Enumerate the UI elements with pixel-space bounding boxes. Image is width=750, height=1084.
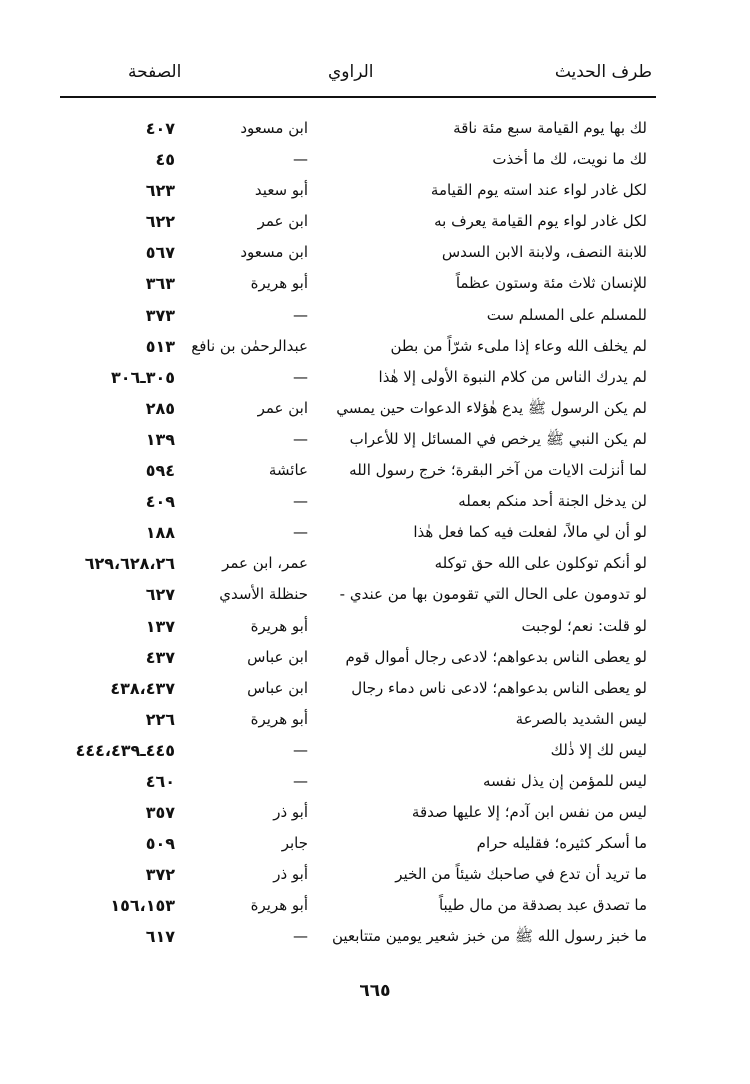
narrator-name: — bbox=[293, 305, 308, 324]
narrator-name: ابن مسعود bbox=[240, 119, 308, 137]
table-row bbox=[0, 175, 750, 206]
hadith-text: لم يخلف الله وعاء إذا ملىء شرّاً من بطن bbox=[390, 336, 647, 355]
page-refs: ٣٦٣ bbox=[145, 274, 175, 294]
hadith-text: لما أنزلت الايات من آخر البقرة؛ خرج رسول الله bbox=[349, 461, 647, 480]
page-refs: ٤٠٩ bbox=[145, 492, 175, 512]
narrator-name: — bbox=[293, 740, 308, 759]
page-refs: ٤٦٠ bbox=[145, 771, 175, 791]
page-refs: ١٣٧ bbox=[145, 616, 175, 636]
narrator-name: أبو ذر bbox=[273, 803, 308, 822]
hadith-text: ما خبز رسول الله ﷺ من خبز شعير يومين متتابعين bbox=[332, 927, 647, 946]
table-row bbox=[0, 113, 750, 144]
narrator-name: أبو هريرة bbox=[250, 274, 308, 293]
table-row bbox=[0, 362, 750, 393]
narrator-name: عبدالرحمٰن بن نافع bbox=[191, 336, 308, 355]
table-row bbox=[0, 673, 750, 704]
table-row bbox=[0, 642, 750, 673]
hadith-text: لو قلت: نعم؛ لوجبت bbox=[521, 616, 647, 635]
narrator-name: عائشة bbox=[268, 461, 308, 480]
page-refs: ٣٥٧ bbox=[145, 803, 175, 823]
table-row bbox=[0, 859, 750, 890]
table-row bbox=[0, 735, 750, 766]
table-row bbox=[0, 766, 750, 797]
page-refs: ٤٠٧ bbox=[145, 119, 175, 138]
page-refs: ٤٥ bbox=[155, 150, 175, 170]
narrator-name: أبو سعيد bbox=[254, 181, 308, 200]
table-row bbox=[0, 331, 750, 362]
hadith-text: ليس الشديد بالصرعة bbox=[515, 709, 647, 728]
header-rule bbox=[60, 96, 656, 98]
table-row bbox=[0, 144, 750, 175]
narrator-name: ابن عباس bbox=[247, 647, 308, 666]
narrator-name: ابن عمر bbox=[257, 398, 308, 417]
page-refs: ٦٢٧ bbox=[145, 585, 175, 605]
narrator-name: — bbox=[293, 771, 308, 790]
hadith-text: للإنسان ثلاث مئة وستون عظماً bbox=[455, 274, 647, 293]
hadith-text: للمسلم على المسلم ست bbox=[486, 305, 647, 324]
page-refs: ٦١٧ bbox=[145, 927, 175, 947]
table-header bbox=[60, 62, 656, 86]
page-refs: ١٥٦،١٥٣ bbox=[110, 896, 175, 916]
page-refs: ٦٢٩،٦٢٨،٢٦ bbox=[84, 554, 175, 574]
narrator-name: — bbox=[293, 367, 308, 386]
hadith-text: ليس لك إلا ذٰلك bbox=[550, 740, 647, 759]
page-refs: ٥١٣ bbox=[145, 336, 175, 356]
page-number: ٦٦٥ bbox=[359, 981, 391, 1001]
page-refs: ٣٧٢ bbox=[145, 865, 175, 885]
narrator-name: أبو هريرة bbox=[250, 709, 308, 728]
narrator-name: أبو هريرة bbox=[250, 896, 308, 915]
narrator-name: — bbox=[293, 150, 308, 169]
hadith-text: لم يدرك الناس من كلام النبوة الأولى إلا هٰذا bbox=[378, 367, 647, 386]
page-refs: ٦٢٣ bbox=[145, 181, 175, 201]
table-row bbox=[0, 704, 750, 735]
narrator-name: ابن عباس bbox=[247, 678, 308, 697]
page-refs: ٣٧٣ bbox=[145, 305, 175, 325]
narrator-name: أبو ذر bbox=[273, 865, 308, 884]
table-row bbox=[0, 611, 750, 642]
hadith-text: لو أنكم توكلون على الله حق توكله bbox=[434, 554, 647, 573]
hadith-text: للابنة النصف، ولابنة الابن السدس bbox=[441, 243, 647, 262]
page-refs: ٢٨٥ bbox=[145, 398, 175, 418]
page-refs: ٥٦٧ bbox=[145, 243, 175, 263]
table-row bbox=[0, 206, 750, 237]
table-row bbox=[0, 486, 750, 517]
table-row bbox=[0, 517, 750, 548]
hadith-text: لو يعطى الناس بدعواهم؛ لادعى رجال أموال قوم bbox=[345, 647, 647, 666]
table-row bbox=[0, 300, 750, 331]
table-row bbox=[0, 921, 750, 952]
page-refs: ٣٠٥ـ٣٠٦ bbox=[110, 367, 175, 387]
table-row bbox=[0, 424, 750, 455]
narrator-name: ابن عمر bbox=[257, 212, 308, 231]
hadith-text: لكل غادر لواء عند استه يوم القيامة bbox=[430, 181, 647, 200]
page-refs: ٥٩٤ bbox=[145, 461, 175, 481]
hadith-text: لو تدومون على الحال التي تقومون بها من عندي - bbox=[339, 585, 647, 604]
hadith-text: لكل غادر لواء يوم القيامة يعرف به bbox=[434, 212, 647, 231]
table-row bbox=[0, 455, 750, 486]
hadith-text: لك ما نويت، لك ما أخذت bbox=[492, 150, 647, 169]
page-refs: ١٨٨ bbox=[145, 523, 175, 543]
page-refs: ٢٢٦ bbox=[145, 709, 175, 729]
hadith-text: لم يكن الرسول ﷺ يدع هٰؤلاء الدعوات حين يمسي bbox=[336, 398, 647, 417]
hadith-text: ما تريد أن تدع في صاحبك شيئاً من الخير bbox=[395, 865, 647, 884]
table-row bbox=[0, 797, 750, 828]
hadith-text: ليس من نفس ابن آدم؛ إلا عليها صدقة bbox=[411, 803, 647, 822]
index-rows bbox=[0, 113, 750, 953]
narrator-name: جابر bbox=[281, 834, 308, 853]
page-refs: ٦٢٢ bbox=[145, 212, 175, 232]
header-narrator: الراوي bbox=[328, 62, 374, 82]
page-refs: ٤٣٨،٤٣٧ bbox=[110, 678, 175, 698]
header-hadith: طرف الحديث bbox=[554, 62, 652, 82]
narrator-name: — bbox=[293, 492, 308, 511]
page-refs: ٥٠٩ bbox=[145, 834, 175, 854]
hadith-text: لو أن لي مالاً، لفعلت فيه كما فعل هٰذا bbox=[413, 523, 647, 542]
table-row bbox=[0, 828, 750, 859]
hadith-text: ليس للمؤمن إن يذل نفسه bbox=[482, 771, 647, 790]
page-refs: ١٣٩ bbox=[145, 429, 175, 449]
narrator-name: حنظلة الأسدي bbox=[219, 585, 308, 604]
narrator-name: — bbox=[293, 927, 308, 946]
hadith-text: لو يعطى الناس بدعواهم؛ لادعى ناس دماء رجال bbox=[351, 678, 647, 697]
table-row bbox=[0, 237, 750, 268]
narrator-name: — bbox=[293, 429, 308, 448]
table-row bbox=[0, 548, 750, 579]
narrator-name: — bbox=[293, 523, 308, 542]
header-page: الصفحة bbox=[128, 62, 182, 82]
page-refs: ٤٣٧ bbox=[145, 647, 175, 667]
table-row bbox=[0, 268, 750, 299]
table-row bbox=[0, 393, 750, 424]
narrator-name: عمر، ابن عمر bbox=[222, 554, 308, 573]
page-refs: ٤٤٥ـ٤٤٤،٤٣٩ bbox=[75, 740, 175, 760]
table-row bbox=[0, 890, 750, 921]
narrator-name: ابن مسعود bbox=[240, 243, 308, 262]
hadith-text: لك بها يوم القيامة سبع مئة ناقة bbox=[453, 119, 647, 137]
hadith-text: ما تصدق عبد بصدقة من مال طيباً bbox=[438, 896, 647, 915]
hadith-text: لن يدخل الجنة أحد منكم بعمله bbox=[458, 492, 647, 511]
narrator-name: أبو هريرة bbox=[250, 616, 308, 635]
table-row bbox=[0, 579, 750, 610]
hadith-text: لم يكن النبي ﷺ يرخص في المسائل إلا للأعراب bbox=[349, 429, 647, 448]
hadith-text: ما أسكر كثيره؛ فقليله حرام bbox=[476, 834, 647, 853]
